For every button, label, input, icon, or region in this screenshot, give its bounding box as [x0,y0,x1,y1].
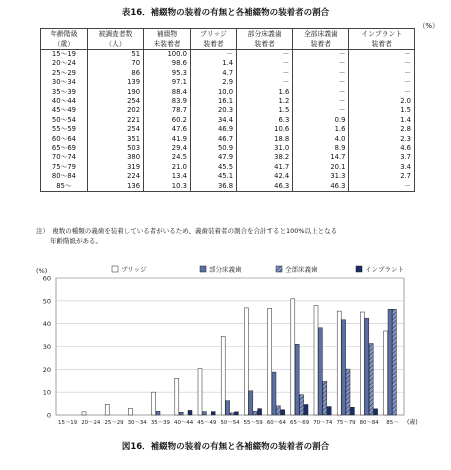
bar [105,404,109,415]
age-cell: 60～64 [41,135,88,144]
value-cell: 18.8 [237,135,293,144]
value-cell: － [349,182,415,192]
value-cell: － [349,88,415,97]
column-header-line: 装着者 [254,40,275,48]
value-cell: 0.9 [293,116,349,125]
column-header [190,29,236,50]
bar [258,409,262,415]
bar [304,404,308,415]
table-row [41,59,415,68]
y-tick-label: 30 [42,343,51,351]
value-cell: 8.9 [293,144,349,153]
age-cell: 20～24 [41,59,88,68]
bar [249,391,253,415]
legend-label: インプラント [365,265,404,274]
value-cell: 351 [87,135,143,144]
legend-swatch [356,266,362,272]
x-tick-label: 70～74 [313,420,333,426]
value-cell: － [349,50,415,60]
value-cell: － [237,59,293,68]
y-tick-label: 10 [42,388,51,397]
bar [179,412,183,415]
legend-swatch [112,266,118,272]
value-cell: 98.6 [144,59,191,68]
value-cell: 100.0 [144,50,191,60]
value-cell: 139 [87,78,143,87]
value-cell: 45.1 [190,172,236,181]
value-cell: － [293,88,349,97]
age-cell: 80～84 [41,172,88,181]
note-line-2: 年齢階級がある。 [50,237,102,245]
age-cell: 35～39 [41,88,88,97]
column-header-line: ブリッジ [200,30,227,38]
y-tick-label: 20 [42,365,51,374]
bar [272,372,276,415]
bar [198,369,202,415]
value-cell: 20.3 [190,106,236,115]
bar [156,411,160,415]
table-row [41,135,415,144]
value-cell: 95.3 [144,69,191,78]
value-cell: 2.7 [349,172,415,181]
age-cell: 75～79 [41,163,88,172]
bar [128,408,132,415]
value-cell: 42.4 [237,172,293,181]
bar [281,410,285,415]
value-cell: 21.0 [144,163,191,172]
x-tick-label: 25～29 [104,420,124,426]
value-cell: － [190,50,236,60]
value-cell: 1.5 [349,106,415,115]
table-row [41,50,415,60]
value-cell: 221 [87,116,143,125]
value-cell: 2.0 [349,97,415,106]
value-cell: 1.6 [237,88,293,97]
table-row [41,106,415,115]
value-cell: 29.4 [144,144,191,153]
value-cell: － [293,106,349,115]
bar [253,411,257,415]
bar [365,318,369,415]
bar [323,381,327,415]
value-cell: 2.9 [190,78,236,87]
bar [350,407,354,415]
column-header-line: 年齢階級 [50,30,78,38]
value-cell: 10.3 [144,182,191,192]
column-header [293,29,349,50]
bar [369,344,373,415]
bar [295,344,299,415]
value-cell: － [237,78,293,87]
bar [291,299,295,415]
x-axis-label: (歳) [407,419,418,426]
value-cell: － [293,97,349,106]
column-header-line: 装着者 [371,40,392,48]
value-cell: 60.2 [144,116,191,125]
column-header-line: （歳） [53,40,75,48]
table-note [36,226,436,246]
bar-chart [0,258,451,438]
value-cell: 190 [87,88,143,97]
value-cell: 1.5 [237,106,293,115]
value-cell: － [293,69,349,78]
column-header-line: （人） [105,40,126,48]
value-cell: 136 [87,182,143,192]
age-cell: 45～49 [41,106,88,115]
value-cell: 3.4 [349,163,415,172]
value-cell: 10.6 [237,125,293,134]
bar [276,406,280,415]
value-cell: － [349,59,415,68]
value-cell: 3.7 [349,153,415,162]
bar [230,413,234,415]
value-cell: 2.8 [349,125,415,134]
bar [337,311,341,415]
value-cell: 2.3 [349,135,415,144]
value-cell: 47.9 [190,153,236,162]
column-header-line: 被調査者数 [98,30,133,38]
value-cell: 380 [87,153,143,162]
column-header [144,29,191,50]
x-tick-label: 75～79 [336,420,356,426]
value-cell: 202 [87,106,143,115]
bar [346,369,350,415]
x-tick-label: 50～54 [220,420,240,426]
value-cell: 24.5 [144,153,191,162]
age-cell: 40～44 [41,97,88,106]
legend-swatch [276,266,282,272]
value-cell: 38.2 [237,153,293,162]
table-row [41,163,415,172]
column-header-line: 装着者 [203,40,224,48]
x-tick-label: 40～44 [174,420,194,426]
bar [374,409,378,415]
value-cell: 70 [87,59,143,68]
value-cell: 78.7 [144,106,191,115]
table-row [41,116,415,125]
value-cell: 6.3 [237,116,293,125]
value-cell: 4.6 [349,144,415,153]
x-tick-label: 80～84 [359,420,379,426]
x-tick-label: 65～69 [290,420,310,426]
bar [211,412,215,415]
value-cell: － [349,69,415,78]
bar [244,308,248,415]
value-cell: 319 [87,163,143,172]
value-cell: 83.9 [144,97,191,106]
age-cell: 55～59 [41,125,88,134]
table-row [41,69,415,78]
legend-label: 全部床義歯 [285,265,318,274]
value-cell: 51 [87,50,143,60]
value-cell: 254 [87,97,143,106]
column-header-line: 未装着者 [153,40,181,48]
legend-label: 部分床義歯 [209,265,242,274]
table-header-row [41,29,415,50]
value-cell: 1.4 [349,116,415,125]
value-cell: 224 [87,172,143,181]
value-cell: 34.4 [190,116,236,125]
value-cell: 46.7 [190,135,236,144]
bar [392,309,396,415]
y-tick-label: 60 [42,274,51,283]
table-row [41,172,415,181]
age-cell: 70～74 [41,153,88,162]
column-header-line: インプラント [361,30,403,38]
value-cell: － [349,78,415,87]
age-cell: 15～19 [41,50,88,60]
value-cell: 41.7 [237,163,293,172]
table-row [41,153,415,162]
bar [327,407,331,415]
y-tick-label: 40 [42,320,51,329]
y-tick-label: 0 [46,411,51,420]
table-row [41,125,415,134]
value-cell: 254 [87,125,143,134]
figure-title: 図16．補綴物の装着の有無と各補綴物の装着者の割合 [121,442,330,452]
value-cell: 41.9 [144,135,191,144]
value-cell: 16.1 [190,97,236,106]
note-line-1: 注） 複数の種類の義歯を装着している者がいるため、義歯装着者の割合を合計すると100%以上となる [36,227,338,235]
column-header-line: 装着者 [310,40,332,48]
age-cell: 25～29 [41,69,88,78]
value-cell: 503 [87,144,143,153]
x-tick-label: 15～19 [58,420,78,426]
bar [82,412,86,415]
value-cell: 47.6 [144,125,191,134]
age-cell: 30～34 [41,78,88,87]
x-tick-label: 30～34 [127,420,147,426]
value-cell: 1.4 [190,59,236,68]
bar [342,320,346,415]
table-row [41,144,415,153]
bar [175,378,179,415]
value-cell: 45.5 [190,163,236,172]
x-tick-label: 60～64 [266,420,286,426]
bar [188,410,192,415]
bar [234,412,238,415]
legend-swatch [200,266,206,272]
value-cell: 97.1 [144,78,191,87]
value-cell: 10.0 [190,88,236,97]
value-cell: 14.7 [293,153,349,162]
bar [300,395,304,415]
bar [318,328,322,415]
value-cell: 4.7 [190,69,236,78]
value-cell: 31.3 [293,172,349,181]
x-tick-label: 55～59 [243,420,263,426]
table-row [41,78,415,87]
column-header [87,29,143,50]
value-cell: 1.2 [237,97,293,106]
column-header [237,29,293,50]
table-title: 表16．補綴物の装着の有無と各補綴物の装着者の割合 [121,8,330,18]
bar [221,336,225,415]
value-cell: － [293,59,349,68]
column-header-line: 全部床義歯 [303,30,338,38]
value-cell: 88.4 [144,88,191,97]
x-tick-label: 20～24 [81,420,101,426]
x-tick-label: 45～49 [197,420,217,426]
data-table [40,28,415,192]
value-cell: 31.0 [237,144,293,153]
bar [202,412,206,415]
value-cell: 4.0 [293,135,349,144]
bar [388,309,392,415]
y-tick-label: 50 [42,297,51,306]
value-cell: － [237,50,293,60]
bar [226,401,230,415]
x-tick-label: 35～39 [150,420,170,426]
bar [268,308,272,415]
column-header-line: 部分床義歯 [247,30,282,38]
value-cell: 1.6 [293,125,349,134]
age-cell: 85～ [41,182,88,192]
value-cell: 20.1 [293,163,349,172]
value-cell: 46.3 [237,182,293,192]
value-cell: － [293,78,349,87]
age-cell: 65～69 [41,144,88,153]
table-row [41,88,415,97]
y-axis-label: (%) [36,267,48,275]
value-cell: 86 [87,69,143,78]
bar [384,331,388,415]
age-cell: 50～54 [41,116,88,125]
value-cell: 36.8 [190,182,236,192]
table-row [41,97,415,106]
table-row [41,182,415,192]
column-header-line: 補綴物 [156,30,178,38]
value-cell: 50.9 [190,144,236,153]
x-tick-label: 85～ [386,420,399,426]
column-header [41,29,88,50]
table-unit: （%） [418,22,439,30]
value-cell: － [293,50,349,60]
value-cell: 13.4 [144,172,191,181]
legend-label: ブリッジ [121,265,147,274]
column-header [349,29,415,50]
bar [314,306,318,415]
value-cell: 46.9 [190,125,236,134]
value-cell: 46.3 [293,182,349,192]
bar [152,392,156,415]
bar [360,312,364,415]
value-cell: － [237,69,293,78]
table-header [41,29,415,50]
table-body [41,50,415,192]
